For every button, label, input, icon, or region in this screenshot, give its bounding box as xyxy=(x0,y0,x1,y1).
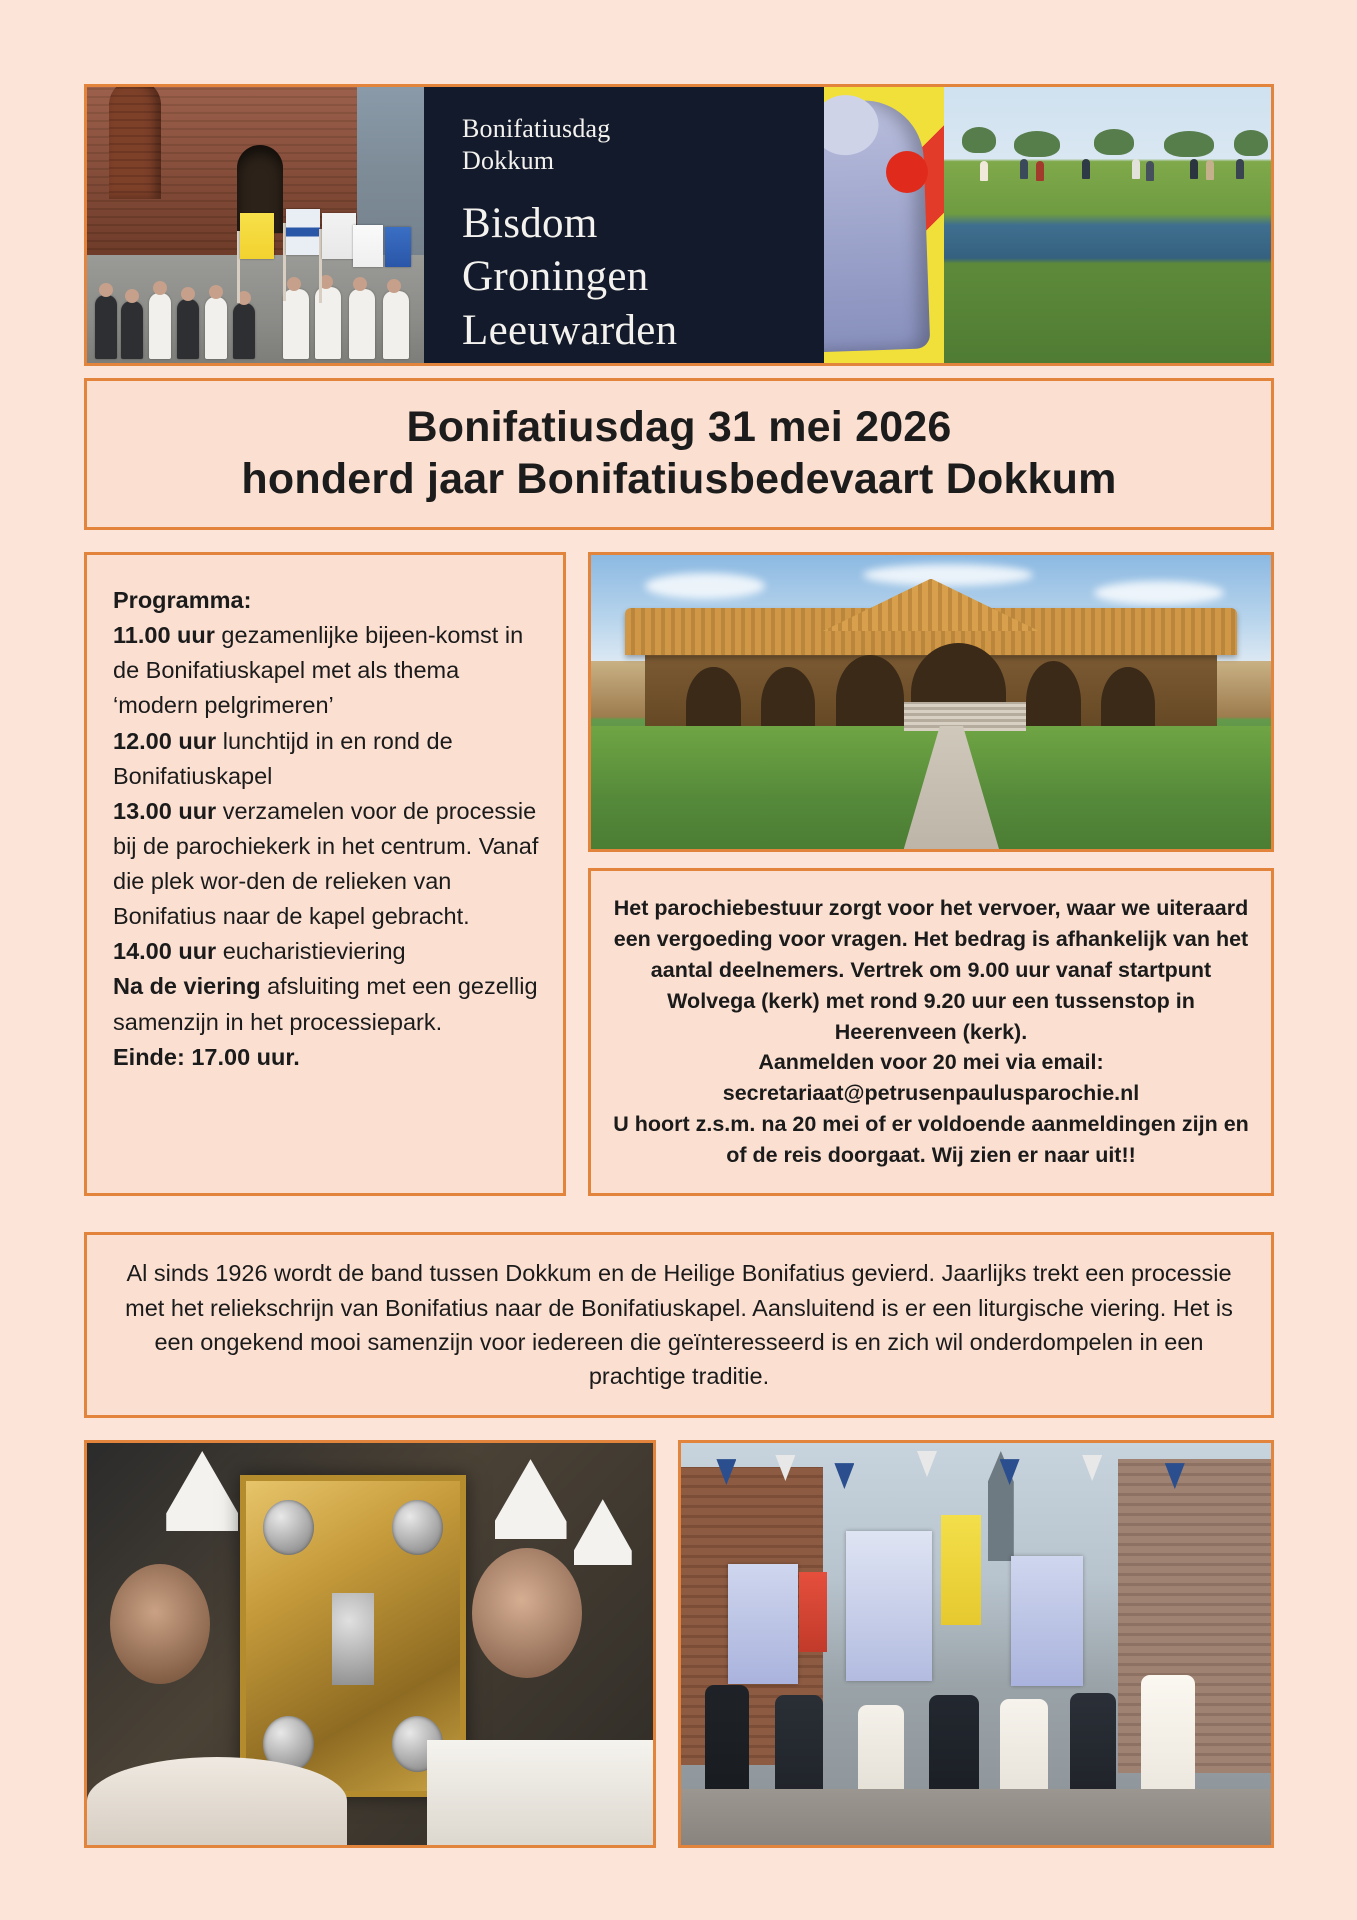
description-text: Al sinds 1926 wordt de band tussen Dokkum en de Heilige Bonifatius gevierd. Jaarlijks trekt een processie met het reliekschrijn van Bonifatius naar de Bonifatiuskapel. Aansluitend is er een liturgische viering. Het is een ongekend mooi samenzijn voor iedereen die geïnteresseerd is en zich wil onderdompelen in een prachtige traditie. xyxy=(125,1260,1233,1390)
chapel-steps-graphic xyxy=(904,702,1026,731)
poster-title-box xyxy=(84,378,1274,530)
logo-line-groningen: Groningen xyxy=(462,253,649,301)
transport-text-block xyxy=(609,893,1253,1172)
procession-banner-3 xyxy=(1011,1556,1083,1686)
programme-item-3-text: eucharistieviering xyxy=(216,938,406,965)
header-banner xyxy=(84,84,1274,366)
foreground-figure xyxy=(87,1757,347,1845)
bonifatius-figure-graphic xyxy=(824,98,930,353)
crowd-graphic xyxy=(87,253,424,363)
programme-item-4-text: afsluiting met een gezellig samenzijn in het processiepark. xyxy=(113,973,538,1035)
logo-line-bonifatiusdag: Bonifatiusdag xyxy=(462,114,611,143)
programme-item-2-time: 13.00 uur xyxy=(113,797,217,824)
red-circle-graphic xyxy=(886,151,928,193)
programme-item-1-text: lunchtijd in en rond de Bonifatiuskapel xyxy=(113,727,453,789)
bonifatius-artwork-graphic xyxy=(824,87,944,363)
header-photo-landscape xyxy=(944,87,1271,363)
transport-note: U hoort z.s.m. na 20 mei of er voldoende aanmeldingen zijn en of de reis doorgaat. Wij zien er naar uit!! xyxy=(613,1112,1249,1168)
programme-end-label: Einde: 17.00 uur. xyxy=(113,1043,300,1070)
chapel-photo xyxy=(588,552,1274,852)
procession-banner-2 xyxy=(846,1531,932,1681)
programme-item-0-text: gezamenlijke bijeen-komst in de Bonifatiuskapel met als thema ‘modern pelgrimeren’ xyxy=(113,622,524,719)
description-box xyxy=(84,1232,1274,1418)
programme-item-0-time: 11.00 uur xyxy=(113,622,215,649)
street-procession-photo xyxy=(678,1440,1274,1848)
programme-item-4-time: Na de viering xyxy=(113,973,261,1000)
transport-info-box xyxy=(588,868,1274,1196)
street-ground-graphic xyxy=(681,1789,1271,1845)
yellow-banner-graphic xyxy=(941,1515,981,1625)
title-line-1: Bonifatiusdag 31 mei 2026 xyxy=(406,403,952,452)
programme-box xyxy=(84,552,566,1196)
logo-line-leeuwarden: Leeuwarden xyxy=(462,306,678,354)
logo-line-dokkum: Dokkum xyxy=(462,146,555,176)
red-flag-graphic xyxy=(799,1572,827,1652)
programme-item-3-time: 14.00 uur xyxy=(113,938,217,965)
header-photo-procession xyxy=(87,87,424,363)
relic-book-photo xyxy=(84,1440,656,1848)
title-line-2: honderd jaar Bonifatiusbedevaart Dokkum xyxy=(241,455,1117,503)
transport-main-text: Het parochiebestuur zorgt voor het vervoer, waar we uiteraard een vergoeding voor vragen. Het bedrag is afhankelijk van het aantal deelnemers. Vertrek om 9.00 uur vanaf startpunt Wolvega (kerk) met rond 9.20 uur een tussenstop in Heerenveen (kerk). xyxy=(613,895,1249,1044)
bisdom-logo-panel xyxy=(424,87,824,363)
programme-item-2-text: verzamelen voor de processie bij de parochiekerk in het centrum. Vanaf die plek wor-den de relieken van Bonifatius naar de kapel gebracht. xyxy=(113,797,539,930)
transport-register-line: Aanmelden voor 20 mei via email: xyxy=(758,1050,1104,1075)
person-face-right xyxy=(472,1548,582,1678)
programme-item-1-time: 12.00 uur xyxy=(113,727,217,754)
transport-email[interactable]: secretariaat@petrusenpaulusparochie.nl xyxy=(722,1081,1140,1106)
procession-banner-1 xyxy=(728,1564,798,1684)
person-face-left xyxy=(110,1564,210,1684)
logo-line-bisdom: Bisdom xyxy=(462,200,598,248)
vestment-graphic xyxy=(427,1740,656,1845)
programme-text xyxy=(113,583,539,1075)
programme-heading: Programma: xyxy=(113,587,252,613)
crucifix-relief-graphic xyxy=(332,1593,375,1686)
